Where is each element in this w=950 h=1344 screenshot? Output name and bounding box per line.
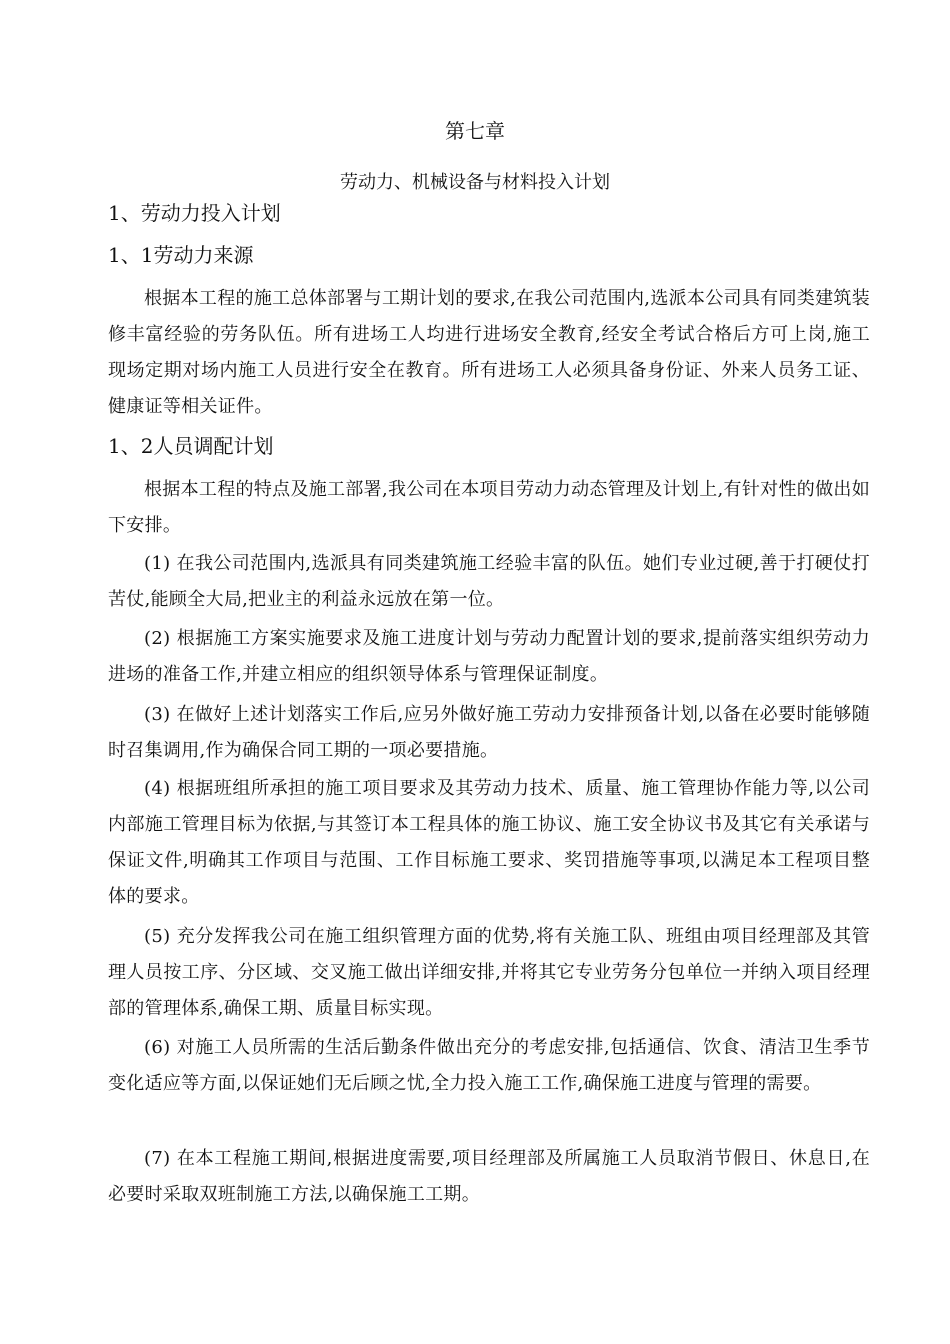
list-item-2: (2) 根据施工方案实施要求及施工进度计划与劳动力配置计划的要求,提前落实组织劳动力进场的准备工作,并建立相应的组织领导体系与管理保证制度。: [108, 628, 870, 685]
paragraph-labor-source: 根据本工程的施工总体部署与工期计划的要求,在我公司范围内,选派本公司具有同类建筑装修丰富经验的劳务队伍。所有进场工人均进行进场安全教育,经安全考试合格后方可上岗,施工现场定期对场内施工人员进行安全在教育。所有进场工人必须具备身份证、外来人员务工证、健康证等相关证件。: [108, 288, 870, 417]
section-heading-1-2: 1、2人员调配计划: [108, 434, 274, 458]
chapter-title: 第七章: [445, 119, 505, 143]
chapter-subtitle: 劳动力、机械设备与材料投入计划: [340, 172, 610, 193]
list-item-4: (4) 根据班组所承担的施工项目要求及其劳动力技术、质量、施工管理协作能力等,以公司内部施工管理目标为依据,与其签订本工程具体的施工协议、施工安全协议书及其它有关承诺与保证文件,明确其工作项目与范围、工作目标施工要求、奖罚措施等事项,以满足本工程项目整体的要求。: [108, 778, 870, 907]
list-item-6: (6) 对施工人员所需的生活后勤条件做出充分的考虑安排,包括通信、饮食、清洁卫生季节变化适应等方面,以保证她们无后顾之忧,全力投入施工工作,确保施工进度与管理的需要。: [108, 1037, 870, 1094]
list-item-3: (3) 在做好上述计划落实工作后,应另外做好施工劳动力安排预备计划,以备在必要时能够随时召集调用,作为确保合同工期的一项必要措施。: [108, 704, 870, 761]
list-item-1: (1) 在我公司范围内,选派具有同类建筑施工经验丰富的队伍。她们专业过硬,善于打硬仗打苦仗,能顾全大局,把业主的利益永远放在第一位。: [108, 553, 870, 610]
section-heading-1-1: 1、1劳动力来源: [108, 243, 254, 267]
list-item-5: (5) 充分发挥我公司在施工组织管理方面的优势,将有关施工队、班组由项目经理部及其管理人员按工序、分区域、交叉施工做出详细安排,并将其它专业劳务分包单位一并纳入项目经理部的管理体系,确保工期、质量目标实现。: [108, 926, 870, 1019]
paragraph-allocation-intro: 根据本工程的特点及施工部署,我公司在本项目劳动力动态管理及计划上,有针对性的做出如下安排。: [108, 479, 870, 536]
section-heading-1: 1、劳动力投入计划: [108, 201, 281, 225]
list-item-7: (7) 在本工程施工期间,根据进度需要,项目经理部及所属施工人员取消节假日、休息日,在必要时采取双班制施工方法,以确保施工工期。: [108, 1148, 870, 1205]
